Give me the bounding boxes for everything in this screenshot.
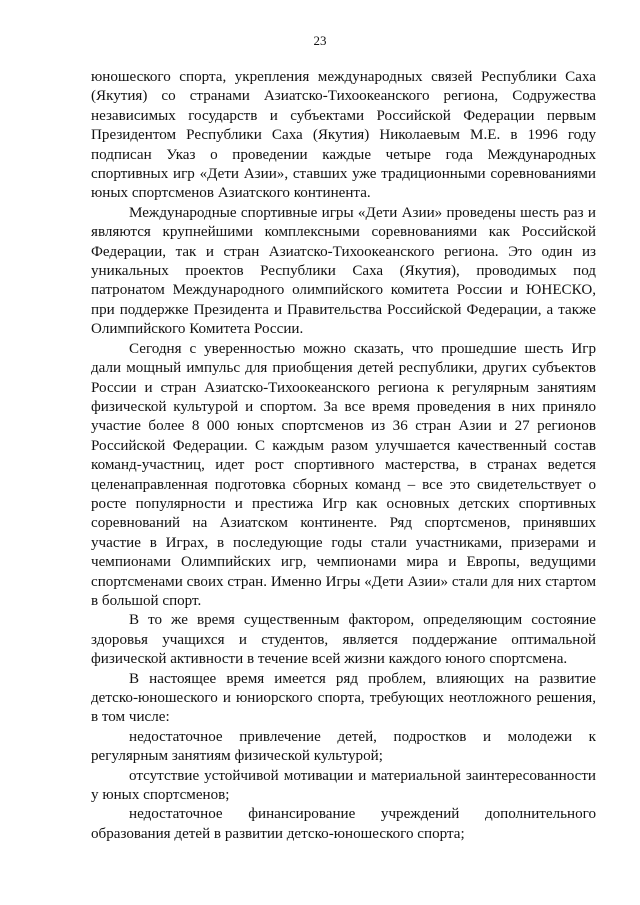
paragraph-continuation: юношеского спорта, укрепления международных связей Республики Саха (Якутия) со странами Азиатско-Тихоокеанского региона, Содружества независимых государств и субъектами Российской Федерации первым Президентом Республики Саха (Якутия) Николаевым М.Е. в 1996 году подписан Указ о проведении каждые четыре года Международных спортивных игр «Дети Азии», ставших уже традиционными соревнованиями юных спортсменов Азиатского континента. (91, 69, 596, 202)
paragraph-games-impact: Сегодня с уверенностью можно сказать, что прошедшие шесть Игр дали мощный импульс для приобщения детей республики, других субъектов России и стран Азиатско-Тихоокеанского региона к регулярным занятиям физической культурой и спортом. За все время проведения в них приняло участие более 8 000 юных спортсменов из 36 стран Азии и 27 регионов Российской Федерации. С каждым разом улучшается качественный состав команд-участниц, идет рост спортивного мастерства, в странах ведется целенаправленная подготовка сборных команд – все это свидетельствует о росте популярности и престижа Игр как основных детских спортивных соревнований на Азиатском континенте. Ряд спортсменов, принявших участие в Играх, в последующие годы стали участниками, призерами и чемпионами Олимпийских игр, чемпионами мира и Европы, ведущими спортсменами своих стран. Именно Игры «Дети Азии» стали для них стартом в большой спорт. (91, 340, 596, 609)
paragraph-games-overview: Международные спортивные игры «Дети Азии» проведены шесть раз и являются крупнейшими комплексными соревнованиями как Российской Федерации, так и стран Азиатско-Тихоокеанского региона. Это один из уникальных проектов Республики Саха (Якутия), проводимых под патронатом Международного олимпийского комитета России и ЮНЕСКО, при поддержке Президента и Правительства Российской Федерации, а также Олимпийского Комитета России. (91, 204, 596, 338)
paragraph-problems-intro: В настоящее время имеется ряд проблем, влияющих на развитие детско-юношеского и юниорского спорта, требующих неотложного решения, в том числе: (91, 670, 596, 726)
page-number: 23 (313, 33, 327, 48)
paragraph-physical-activity: В то же время существенным фактором, определяющим состояние здоровья учащихся и студентов, является поддержание оптимальной физической активности в течение всей жизни каждого юного спортсмена. (91, 612, 596, 668)
problem-item-engagement: недостаточное привлечение детей, подростков и молодежи к регулярным занятиям физической культурой; (91, 728, 596, 765)
document-body (91, 68, 596, 844)
problem-item-motivation: отсутствие устойчивой мотивации и материальной заинтересованности у юных спортсменов; (91, 767, 596, 804)
problem-item-funding: недостаточное финансирование учреждений дополнительного образования детей в развитии детско-юношеского спорта; (91, 806, 596, 842)
